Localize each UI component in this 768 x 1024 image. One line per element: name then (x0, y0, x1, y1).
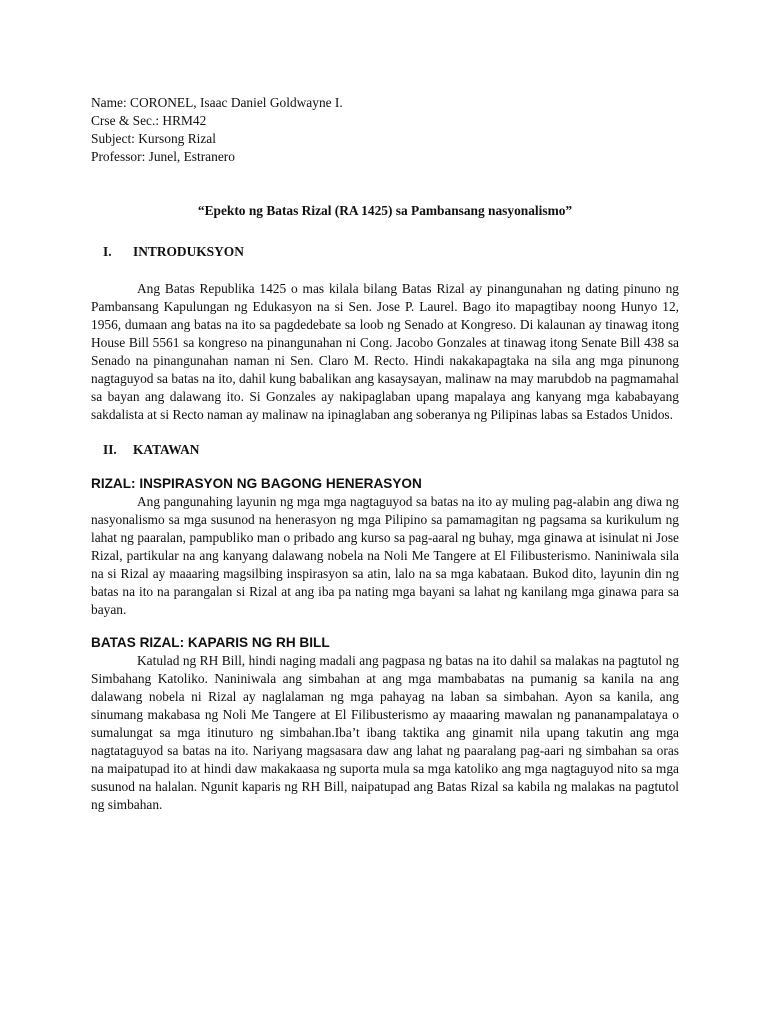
section-title: KATAWAN (133, 442, 200, 457)
document-body (91, 94, 679, 814)
intro-paragraph: Ang Batas Republika 1425 o mas kilala bilang Batas Rizal ay pinangunahan ng dating pinuno ng Pambansang Kapulungan ng Edukasyon na si Sen. Jose P. Laurel. Bago ito mapagtibay noong Hunyo 12, 1956, dumaan ang batas na ito sa pagdedebate sa loob ng Senado at Kongreso. Di kalaunan ay tinawag itong House Bill 5561 sa kongreso na pinangunahan ni Cong. Jacobo Gonzales at tinawag itong Senate Bill 438 sa Senado na pinangunahan naman ni Sen. Claro M. Recto. Hindi nakakapagtaka na sila ang mga pinunong nagtaguyod sa batas na ito, dahil kung babalikan ang kasaysayan, malinaw na may marubdob na pagmamahal sa bayan ang dalawang ito. Si Gonzales ay nakipaglaban upang mapalaya ang kanyang mga kababayang sakdalista at si Recto naman ay malinaw na ipinaglaban ang soberanya ng Pilipinas labas sa Estados Unidos. (91, 281, 679, 422)
course-section: Crse & Sec.: HRM42 (91, 113, 207, 128)
student-name: Name: CORONEL, Isaac Daniel Goldwayne I. (91, 95, 343, 110)
subsection-heading-rizal-inspirasyon: RIZAL: INSPIRASYON NG BAGONG HENERASYON (91, 476, 422, 491)
subject-line: Subject: Kursong Rizal (91, 131, 216, 146)
body-paragraph-rh-bill: Katulad ng RH Bill, hindi naging madali ang pagpasa ng batas na ito dahil sa malakas na pagtutol ng Simbahang Katoliko. Naniniwala ang simbahan at ang mga mambabatas na pumanig sa kanila na ang dalawang nobela ni Rizal ay naglalaman ng mga pahayag na laban sa simbahan. Ayon sa kanila, ang sinumang makabasa ng Noli Me Tangere at El Filibusterismo ay maaaring mawalan ng pananampalataya o sumalungat sa mga itinuturo ng simbahan.Iba’t ibang taktika ang ginamit nila upang takutin ang mga nagtataguyod sa batas na ito. Nariyang magsasara daw ang lahat ng paaralang pag-aari ng simbahan sa oras na maipatupad ito at hindi daw makakaasa ng suporta mula sa mga katoliko ang mga nagtaguyod nito sa mga susunod na halalan. Ngunit kaparis ng RH Bill, naipatupad ang Batas Rizal sa kabila ng malakas na pagtutol ng simbahan. (91, 653, 679, 812)
section-heading-katawan (91, 441, 679, 459)
section-number: II. (103, 442, 117, 457)
document-title: “Epekto ng Batas Rizal (RA 1425) sa Pambansang nasyonalismo” (197, 203, 573, 218)
section-number: I. (103, 244, 112, 259)
section-heading-introduksyon (91, 243, 679, 261)
section-title: INTRODUKSYON (133, 244, 244, 259)
body-paragraph-inspirasyon: Ang pangunahing layunin ng mga mga nagtaguyod sa batas na ito ay muling pag-alabin ang diwa ng nasyonalismo sa mga susunod na henerasyon ng mga Pilipino sa pamamagitan ng pagsama sa kurikulum ng lahat ng paaralan, pampubliko man o pribado ang kurso sa pag-aaral ng buhay, mga ginawa at isinulat ni Jose Rizal, partikular na ang kanyang dalawang nobela na Noli Me Tangere at El Filibusterismo. Naniniwala sila na si Rizal ay maaaring magsilbing inspirasyon sa atin, lalo na sa mga kabataan. Bukod dito, layunin din ng batas na ito na parangalan si Rizal at ang iba pa nating mga bayani sa lahat ng kanilang mga ginawa para sa bayan. (91, 494, 679, 617)
subsection-heading-rh-bill: BATAS RIZAL: KAPARIS NG RH BILL (91, 635, 330, 650)
professor-line: Professor: Junel, Estranero (91, 149, 235, 164)
